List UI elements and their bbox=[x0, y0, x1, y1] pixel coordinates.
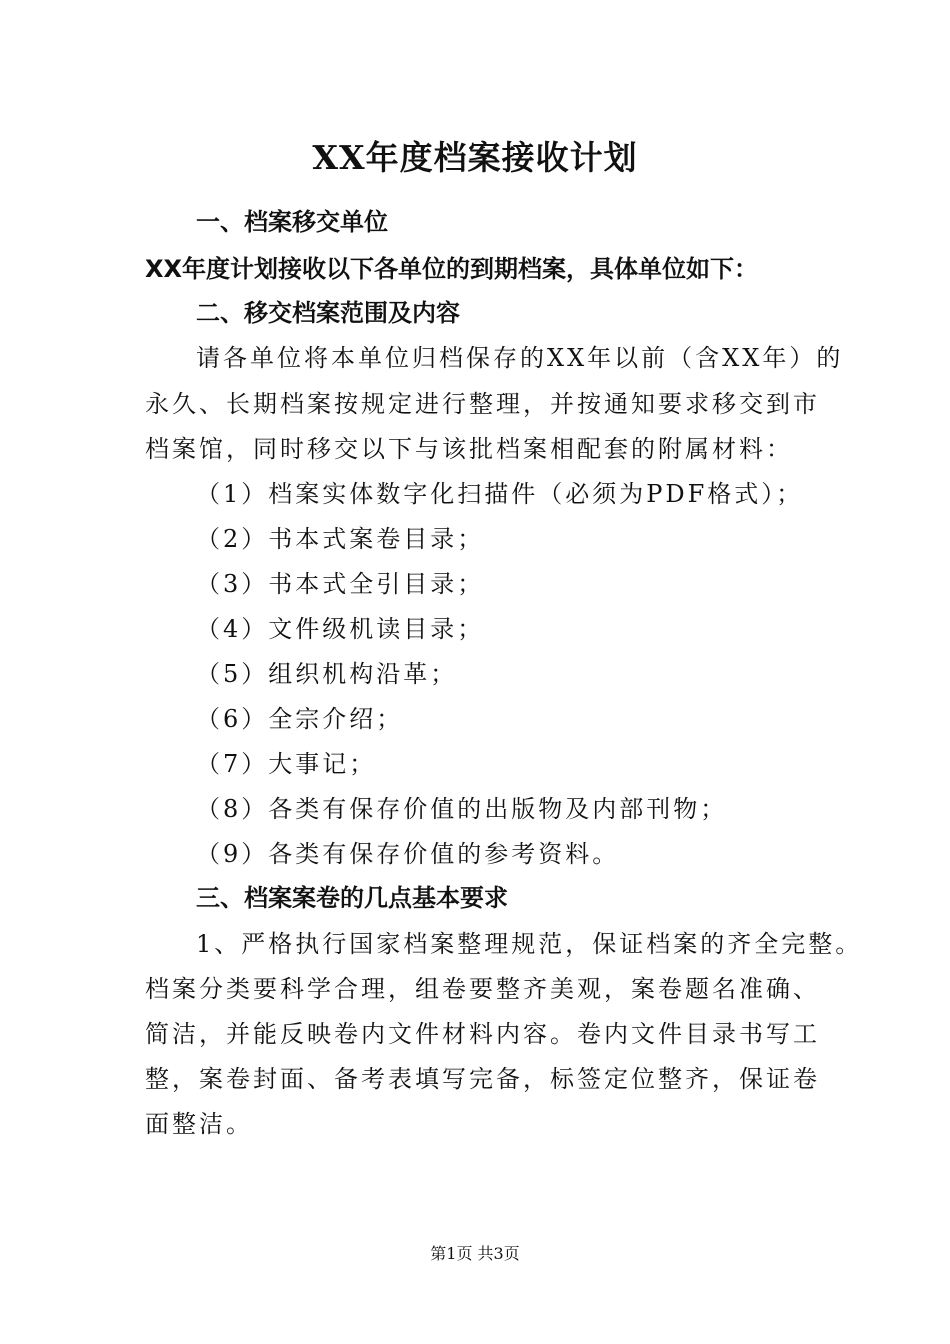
section3-para-line: 面整洁。 bbox=[145, 1110, 253, 1138]
list-item: （4）文件级机读目录； bbox=[196, 615, 485, 643]
section2-para-line: 档案馆，同时移交以下与该批档案相配套的附属材料： bbox=[145, 435, 793, 463]
section3-para-line: 简洁，并能反映卷内文件材料内容。卷内文件目录书写工 bbox=[145, 1020, 820, 1048]
section3-heading: 三、档案案卷的几点基本要求 bbox=[196, 884, 508, 912]
list-item: （8）各类有保存价值的出版物及内部刊物； bbox=[196, 795, 728, 823]
section2-para-line: 永久、长期档案按规定进行整理，并按通知要求移交到市 bbox=[145, 390, 820, 418]
list-item: （3）书本式全引目录； bbox=[196, 570, 485, 598]
section2-heading: 二、移交档案范围及内容 bbox=[196, 299, 460, 327]
page-footer: 第1页 共3页 bbox=[430, 1244, 520, 1263]
section2-para-line: 请各单位将本单位归档保存的XX年以前（含XX年）的 bbox=[196, 344, 844, 372]
list-item: （1）档案实体数字化扫描件（必须为PDF格式）； bbox=[196, 480, 804, 508]
section3-para-line: 档案分类要科学合理，组卷要整齐美观，案卷题名准确、 bbox=[145, 975, 820, 1003]
section3-para-line: 整，案卷封面、备考表填写完备，标签定位整齐，保证卷 bbox=[145, 1065, 820, 1093]
section1-text: XX年度计划接收以下各单位的到期档案，具体单位如下： bbox=[145, 255, 759, 283]
list-item: （7）大事记； bbox=[196, 750, 377, 778]
page-title: XX年度档案接收计划 bbox=[312, 138, 638, 177]
section1-heading: 一、档案移交单位 bbox=[196, 208, 388, 236]
list-item: （6）全宗介绍； bbox=[196, 705, 404, 733]
list-item: （5）组织机构沿革； bbox=[196, 660, 458, 688]
section3-para-line: 1、严格执行国家档案整理规范，保证档案的齐全完整。 bbox=[196, 930, 863, 958]
list-item: （9）各类有保存价值的参考资料。 bbox=[196, 840, 620, 868]
list-item: （2）书本式案卷目录； bbox=[196, 525, 485, 553]
